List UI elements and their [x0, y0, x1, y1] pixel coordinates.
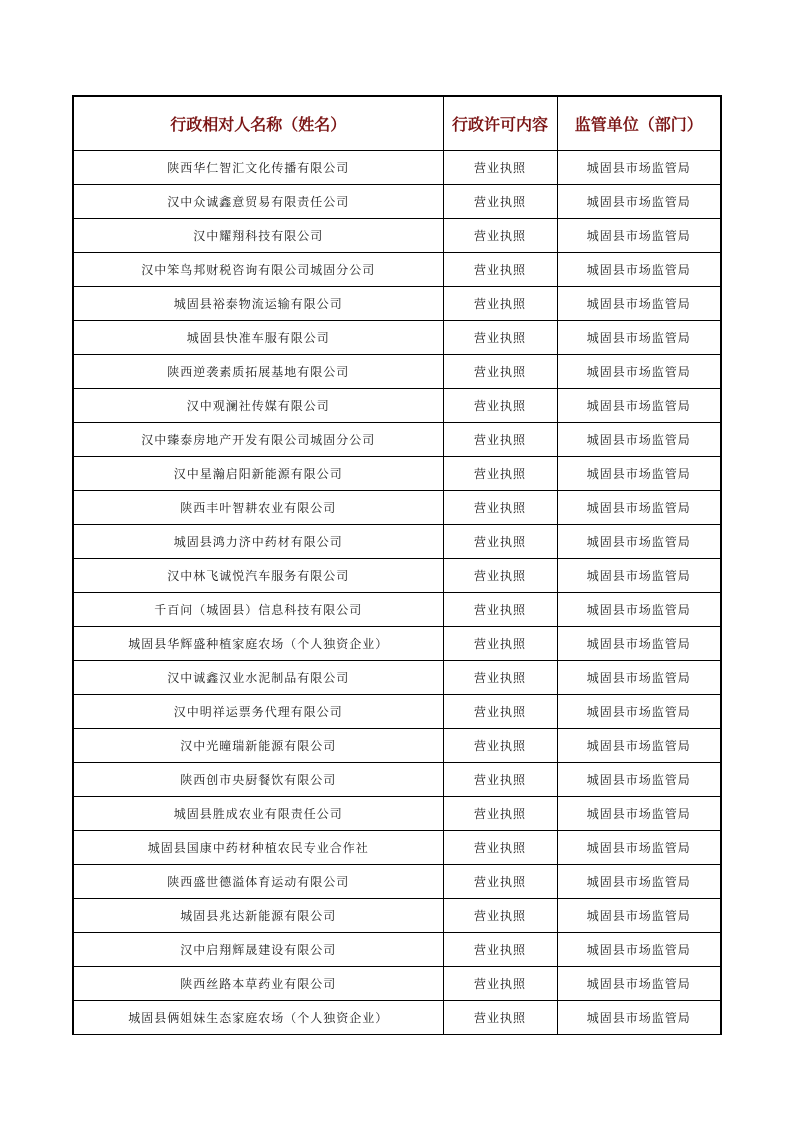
cell-license-content: 营业执照 [443, 899, 557, 933]
cell-license-content: 营业执照 [443, 627, 557, 661]
cell-entity-name: 陕西丝路本草药业有限公司 [73, 967, 443, 1001]
cell-supervising-unit: 城固县市场监管局 [557, 831, 721, 865]
cell-entity-name: 汉中星瀚启阳新能源有限公司 [73, 457, 443, 491]
cell-supervising-unit: 城固县市场监管局 [557, 899, 721, 933]
cell-entity-name: 汉中光曈瑞新能源有限公司 [73, 729, 443, 763]
table-row [73, 763, 721, 797]
cell-supervising-unit: 城固县市场监管局 [557, 763, 721, 797]
cell-license-content: 营业执照 [443, 321, 557, 355]
cell-license-content: 营业执照 [443, 763, 557, 797]
cell-supervising-unit: 城固县市场监管局 [557, 729, 721, 763]
cell-supervising-unit: 城固县市场监管局 [557, 185, 721, 219]
table-row [73, 321, 721, 355]
cell-entity-name: 汉中耀翔科技有限公司 [73, 219, 443, 253]
header-entity-name: 行政相对人名称（姓名） [73, 96, 443, 151]
cell-license-content: 营业执照 [443, 933, 557, 967]
table-row [73, 797, 721, 831]
cell-entity-name: 城固县国康中药材种植农民专业合作社 [73, 831, 443, 865]
cell-entity-name: 陕西盛世德溢体育运动有限公司 [73, 865, 443, 899]
cell-supervising-unit: 城固县市场监管局 [557, 933, 721, 967]
cell-entity-name: 汉中诚鑫汉业水泥制品有限公司 [73, 661, 443, 695]
cell-supervising-unit: 城固县市场监管局 [557, 661, 721, 695]
cell-license-content: 营业执照 [443, 287, 557, 321]
cell-entity-name: 汉中启翔辉晟建设有限公司 [73, 933, 443, 967]
table-row [73, 899, 721, 933]
cell-supervising-unit: 城固县市场监管局 [557, 287, 721, 321]
cell-supervising-unit: 城固县市场监管局 [557, 423, 721, 457]
table-row [73, 287, 721, 321]
cell-entity-name: 城固县兆达新能源有限公司 [73, 899, 443, 933]
cell-entity-name: 汉中明祥运票务代理有限公司 [73, 695, 443, 729]
cell-license-content: 营业执照 [443, 491, 557, 525]
cell-entity-name: 城固县胜成农业有限责任公司 [73, 797, 443, 831]
table-row [73, 695, 721, 729]
cell-license-content: 营业执照 [443, 695, 557, 729]
cell-license-content: 营业执照 [443, 219, 557, 253]
table-row [73, 185, 721, 219]
table-row [73, 865, 721, 899]
cell-license-content: 营业执照 [443, 389, 557, 423]
table-row [73, 831, 721, 865]
cell-entity-name: 城固县裕泰物流运输有限公司 [73, 287, 443, 321]
cell-license-content: 营业执照 [443, 525, 557, 559]
cell-entity-name: 城固县华辉盛种植家庭农场（个人独资企业） [73, 627, 443, 661]
table-row [73, 525, 721, 559]
cell-license-content: 营业执照 [443, 967, 557, 1001]
cell-supervising-unit: 城固县市场监管局 [557, 525, 721, 559]
cell-entity-name: 陕西创市央厨餐饮有限公司 [73, 763, 443, 797]
cell-license-content: 营业执照 [443, 151, 557, 185]
cell-entity-name: 城固县快准车服有限公司 [73, 321, 443, 355]
cell-supervising-unit: 城固县市场监管局 [557, 321, 721, 355]
cell-supervising-unit: 城固县市场监管局 [557, 389, 721, 423]
cell-entity-name: 陕西华仁智汇文化传播有限公司 [73, 151, 443, 185]
cell-supervising-unit: 城固县市场监管局 [557, 593, 721, 627]
cell-supervising-unit: 城固县市场监管局 [557, 559, 721, 593]
table-row [73, 151, 721, 185]
table-row [73, 627, 721, 661]
cell-supervising-unit: 城固县市场监管局 [557, 695, 721, 729]
cell-entity-name: 汉中臻泰房地产开发有限公司城固分公司 [73, 423, 443, 457]
cell-entity-name: 陕西丰叶智耕农业有限公司 [73, 491, 443, 525]
document-page [72, 95, 720, 1035]
cell-supervising-unit: 城固县市场监管局 [557, 1001, 721, 1035]
cell-entity-name: 千百问（城固县）信息科技有限公司 [73, 593, 443, 627]
cell-license-content: 营业执照 [443, 831, 557, 865]
table-row [73, 593, 721, 627]
cell-license-content: 营业执照 [443, 423, 557, 457]
table-row [73, 933, 721, 967]
cell-license-content: 营业执照 [443, 593, 557, 627]
table-row [73, 355, 721, 389]
cell-supervising-unit: 城固县市场监管局 [557, 967, 721, 1001]
cell-license-content: 营业执照 [443, 559, 557, 593]
license-table [72, 95, 722, 1035]
table-row [73, 491, 721, 525]
cell-supervising-unit: 城固县市场监管局 [557, 219, 721, 253]
cell-license-content: 营业执照 [443, 1001, 557, 1035]
header-license-content: 行政许可内容 [443, 96, 557, 151]
table-row [73, 219, 721, 253]
table-row [73, 661, 721, 695]
table-row [73, 253, 721, 287]
cell-supervising-unit: 城固县市场监管局 [557, 253, 721, 287]
cell-license-content: 营业执照 [443, 457, 557, 491]
table-row [73, 967, 721, 1001]
table-row [73, 423, 721, 457]
cell-supervising-unit: 城固县市场监管局 [557, 491, 721, 525]
cell-supervising-unit: 城固县市场监管局 [557, 797, 721, 831]
cell-entity-name: 陕西逆袭素质拓展基地有限公司 [73, 355, 443, 389]
table-row [73, 389, 721, 423]
cell-supervising-unit: 城固县市场监管局 [557, 151, 721, 185]
cell-license-content: 营业执照 [443, 253, 557, 287]
table-body [73, 151, 721, 1035]
cell-entity-name: 汉中众诚鑫意贸易有限责任公司 [73, 185, 443, 219]
header-supervising-unit: 监管单位（部门） [557, 96, 721, 151]
cell-supervising-unit: 城固县市场监管局 [557, 457, 721, 491]
cell-entity-name: 城固县鸿力济中药材有限公司 [73, 525, 443, 559]
cell-license-content: 营业执照 [443, 729, 557, 763]
cell-license-content: 营业执照 [443, 865, 557, 899]
header-row [73, 96, 721, 151]
cell-entity-name: 汉中笨鸟邦财税咨询有限公司城固分公司 [73, 253, 443, 287]
table-row [73, 729, 721, 763]
cell-entity-name: 汉中观澜社传媒有限公司 [73, 389, 443, 423]
cell-entity-name: 城固县俩姐妹生态家庭农场（个人独资企业） [73, 1001, 443, 1035]
cell-supervising-unit: 城固县市场监管局 [557, 355, 721, 389]
cell-license-content: 营业执照 [443, 661, 557, 695]
table-row [73, 1001, 721, 1035]
table-row [73, 457, 721, 491]
cell-entity-name: 汉中林飞诚悦汽车服务有限公司 [73, 559, 443, 593]
cell-supervising-unit: 城固县市场监管局 [557, 865, 721, 899]
cell-license-content: 营业执照 [443, 797, 557, 831]
cell-supervising-unit: 城固县市场监管局 [557, 627, 721, 661]
table-row [73, 559, 721, 593]
cell-license-content: 营业执照 [443, 185, 557, 219]
cell-license-content: 营业执照 [443, 355, 557, 389]
